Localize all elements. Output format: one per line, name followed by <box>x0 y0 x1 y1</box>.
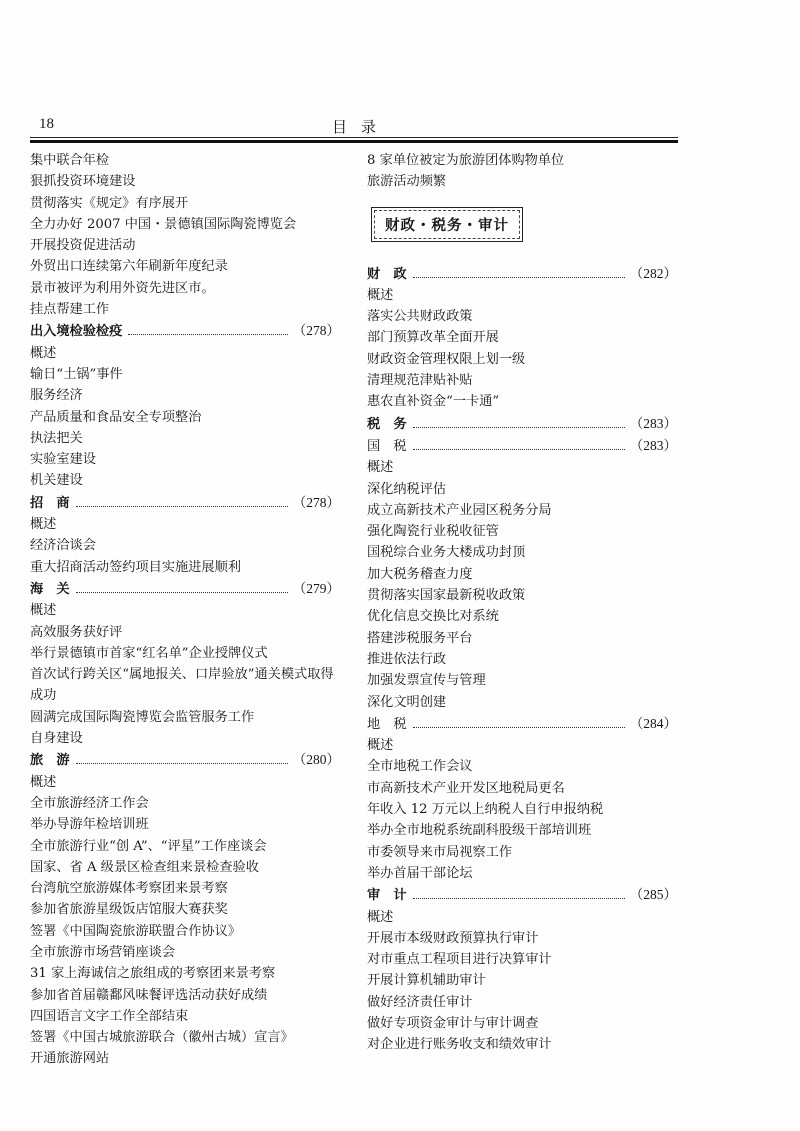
section-title: 财政・税务・审计 <box>374 210 520 239</box>
toc-entry[interactable]: 首次试行跨关区“属地报关、口岸验放”通关模式取得成功 <box>30 667 334 704</box>
toc-entry[interactable]: 四国语言文字工作全部结束 <box>30 1008 189 1024</box>
toc-entry[interactable]: 搭建涉税服务平台 <box>367 630 473 646</box>
toc-entry[interactable]: 集中联合年检 <box>30 153 110 168</box>
toc-section-title: 招 商 <box>30 495 70 511</box>
toc-page-number: （279） <box>292 580 340 596</box>
toc-entry[interactable]: 全市旅游行业“创 A”、“评星”工作座谈会 <box>30 838 267 854</box>
running-title: 目录 <box>331 118 390 136</box>
toc-column-right <box>367 150 677 1056</box>
toc-entry[interactable]: 概述 <box>30 517 57 533</box>
toc-entry[interactable]: 圆满完成国际陶瓷博览会监管服务工作 <box>30 709 255 725</box>
toc-entry[interactable]: 实验室建设 <box>30 452 96 468</box>
toc-entry[interactable]: 挂点帮建工作 <box>30 302 110 318</box>
toc-entry[interactable]: 概述 <box>30 603 57 619</box>
toc-page-number: （280） <box>292 752 340 768</box>
toc-entry[interactable]: 优化信息交换比对系统 <box>367 609 499 625</box>
toc-entry[interactable]: 自身建设 <box>30 731 83 747</box>
dot-leader <box>76 763 288 764</box>
header-rule-thick <box>30 140 678 143</box>
toc-section-title: 海 关 <box>30 581 70 597</box>
toc-entry[interactable]: 深化纳税评估 <box>367 481 447 497</box>
toc-section-heading[interactable] <box>367 713 677 735</box>
dot-leader <box>76 592 288 593</box>
toc-page-number: （282） <box>629 265 677 281</box>
dot-leader <box>413 427 625 428</box>
toc-entry[interactable]: 部门预算改革全面开展 <box>367 330 499 346</box>
toc-section-heading[interactable] <box>367 884 677 906</box>
toc-entry[interactable]: 签署《中国古城旅游联合（徽州古城）宣言》 <box>30 1030 294 1046</box>
toc-entry[interactable]: 参加省旅游星级饭店馆服大赛获奖 <box>30 902 228 918</box>
toc-page-number: （284） <box>629 715 677 731</box>
toc-entry[interactable]: 全市旅游经济工作会 <box>30 795 149 811</box>
toc-section-title: 国 税 <box>367 438 407 454</box>
dot-leader <box>413 898 625 899</box>
toc-entry[interactable]: 全市旅游市场营销座谈会 <box>30 944 176 960</box>
toc-section-heading[interactable] <box>30 749 340 771</box>
toc-section-heading[interactable] <box>367 413 677 435</box>
header-rule-thin <box>30 137 678 138</box>
toc-entry[interactable]: 对市重点工程项目进行决算审计 <box>367 952 552 968</box>
toc-section-title: 财 政 <box>367 266 407 282</box>
toc-entry[interactable]: 概述 <box>367 738 394 754</box>
toc-entry[interactable]: 参加省首届赣鄱风味餐评选活动获好成绩 <box>30 987 268 1003</box>
section-title-box <box>371 207 677 243</box>
toc-entry[interactable]: 深化文明创建 <box>367 694 447 710</box>
toc-page-number: （283） <box>629 437 677 453</box>
toc-entry[interactable]: 经济洽谈会 <box>30 538 96 554</box>
toc-section-heading[interactable] <box>30 578 340 600</box>
toc-column-left <box>30 150 340 1070</box>
dot-leader <box>413 449 625 450</box>
toc-section-title: 审 计 <box>367 888 407 904</box>
toc-entry[interactable]: 举办导游年检培训班 <box>30 817 149 833</box>
toc-section-heading[interactable] <box>30 320 340 342</box>
toc-page-number: （278） <box>292 494 340 510</box>
toc-page-number: （285） <box>629 887 677 903</box>
toc-entry[interactable]: 概述 <box>367 287 394 303</box>
toc-entry[interactable]: 执法把关 <box>30 430 83 446</box>
page-number: 18 <box>39 116 54 132</box>
toc-entry[interactable]: 贯彻落实《规定》有序展开 <box>30 195 189 211</box>
toc-section-heading[interactable] <box>367 263 677 285</box>
toc-section-title: 出入境检验检疫 <box>30 324 123 340</box>
toc-entry[interactable]: 市高新技术产业开发区地税局更名 <box>367 780 565 796</box>
toc-entry[interactable]: 财政资金管理权限上划一级 <box>367 351 526 367</box>
toc-entry[interactable]: 31 家上海诚信之旅组成的考察团来景考察 <box>30 966 276 982</box>
toc-entry[interactable]: 举办首届干部论坛 <box>367 865 473 881</box>
toc-entry[interactable]: 重大招商活动签约项目实施进展顺利 <box>30 559 241 575</box>
toc-section-heading[interactable] <box>30 492 340 514</box>
toc-list-continued <box>367 150 677 193</box>
page-header <box>30 112 678 144</box>
toc-entry[interactable]: 推进依法行政 <box>367 651 447 667</box>
toc-section-title: 税 务 <box>367 416 407 432</box>
toc-entry[interactable]: 概述 <box>367 909 394 925</box>
toc-entry[interactable]: 服务经济 <box>30 388 83 404</box>
toc-section-title: 地 税 <box>367 716 407 732</box>
toc-entry[interactable]: 外贸出口连续第六年刷新年度纪录 <box>30 259 228 275</box>
toc-entry[interactable]: 概述 <box>367 460 394 476</box>
toc-entry[interactable]: 做好专项资金审计与审计调查 <box>367 1015 539 1031</box>
toc-entry[interactable]: 机关建设 <box>30 473 83 489</box>
dot-leader <box>413 277 625 278</box>
toc-list-finance <box>367 263 677 1056</box>
toc-page-number: （278） <box>292 323 340 339</box>
toc-entry[interactable]: 台湾航空旅游媒体考察团来景考察 <box>30 881 228 897</box>
toc-entry[interactable]: 举办全市地税系统副科股级干部培训班 <box>367 823 592 839</box>
toc-entry[interactable]: 加大税务稽查力度 <box>367 566 473 582</box>
toc-entry[interactable]: 全力办好 2007 中国・景德镇国际陶瓷博览会 <box>30 216 297 232</box>
toc-section-title: 旅 游 <box>30 753 70 769</box>
toc-entry[interactable]: 做好经济责任审计 <box>367 994 473 1010</box>
toc-entry[interactable]: 国家、省 A 级景区检查组来景检查验收 <box>30 859 259 875</box>
toc-entry[interactable]: 对企业进行账务收支和绩效审计 <box>367 1037 552 1053</box>
toc-entry[interactable]: 加强发票宣传与管理 <box>367 673 486 689</box>
toc-entry[interactable]: 年收入 12 万元以上纳税人自行申报纳税 <box>367 802 604 818</box>
toc-entry[interactable]: 8 家单位被定为旅游团体购物单位 <box>367 153 565 168</box>
toc-entry[interactable]: 概述 <box>30 345 57 361</box>
toc-entry[interactable]: 市委领导来市局视察工作 <box>367 844 513 860</box>
toc-entry[interactable]: 概述 <box>30 774 57 790</box>
dot-leader <box>128 334 287 335</box>
toc-entry[interactable]: 成立高新技术产业园区税务分局 <box>367 502 552 518</box>
toc-entry[interactable]: 开展投资促进活动 <box>30 238 136 254</box>
toc-entry[interactable]: 清理规范津贴补贴 <box>367 373 473 389</box>
toc-entry[interactable]: 开通旅游网站 <box>30 1051 110 1067</box>
toc-entry[interactable]: 贯彻落实国家最新税收政策 <box>367 588 526 604</box>
dot-leader <box>76 506 288 507</box>
toc-entry[interactable]: 签署《中国陶瓷旅游联盟合作协议》 <box>30 923 241 939</box>
toc-page-number: （283） <box>629 415 677 431</box>
toc-entry[interactable]: 开展市本级财政预算执行审计 <box>367 930 539 946</box>
toc-entry[interactable]: 狠抓投资环境建设 <box>30 174 136 190</box>
toc-entry[interactable]: 举行景德镇市首家“红名单”企业授牌仪式 <box>30 645 268 661</box>
toc-entry[interactable]: 全市地税工作会议 <box>367 759 473 775</box>
toc-entry[interactable]: 输日“土锅”事件 <box>30 366 123 382</box>
toc-entry[interactable]: 旅游活动频繁 <box>367 174 447 190</box>
toc-entry[interactable]: 惠农直补资金“一卡通” <box>367 394 500 410</box>
toc-entry[interactable]: 强化陶瓷行业税收征管 <box>367 524 499 540</box>
toc-section-heading[interactable] <box>367 435 677 457</box>
toc-entry[interactable]: 落实公共财政政策 <box>367 309 473 325</box>
toc-entry[interactable]: 产品质量和食品安全专项整治 <box>30 409 202 425</box>
toc-entry[interactable]: 开展计算机辅助审计 <box>367 973 486 989</box>
toc-entry[interactable]: 高效服务获好评 <box>30 624 123 640</box>
toc-entry[interactable]: 国税综合业务大楼成功封顶 <box>367 545 526 561</box>
dot-leader <box>413 727 625 728</box>
toc-entry[interactable]: 景市被评为利用外资先进区市。 <box>30 280 215 296</box>
